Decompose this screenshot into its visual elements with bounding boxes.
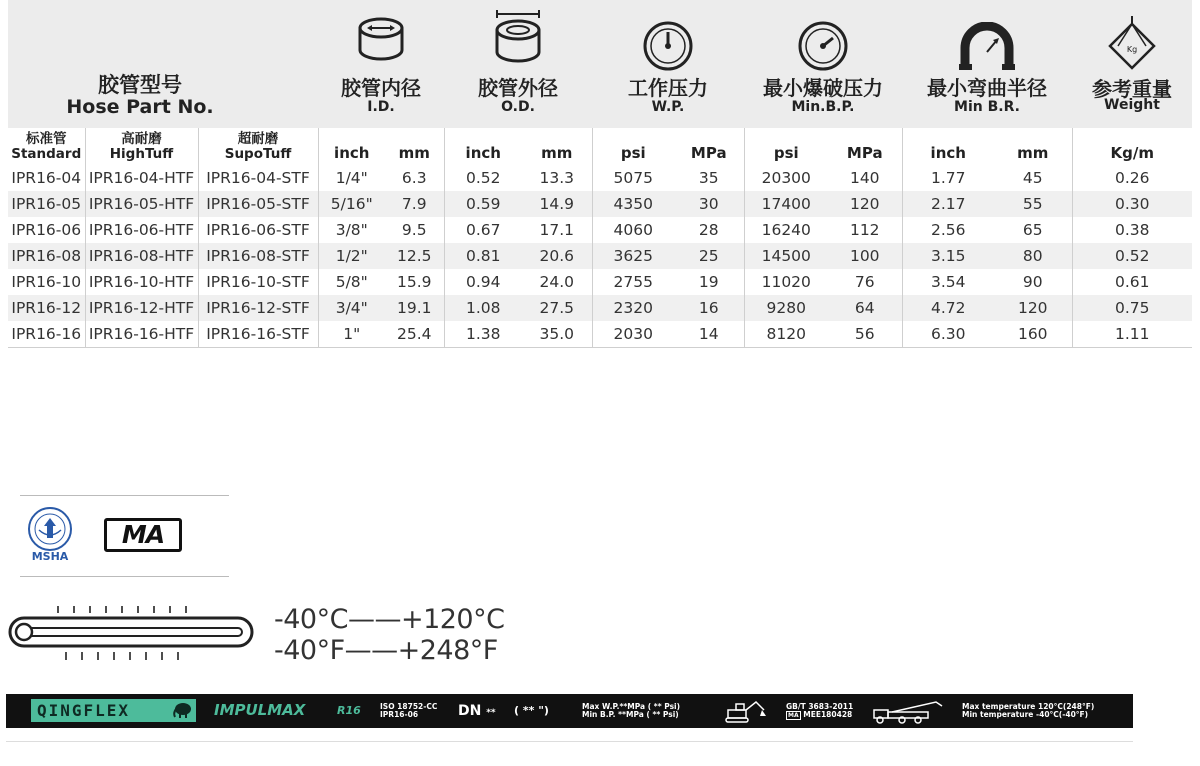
table-cell: IPR16-04 xyxy=(8,165,85,191)
table-cell: 16240 xyxy=(744,217,828,243)
weight-cn: 参考重量 xyxy=(1092,77,1172,101)
table-cell: 25.4 xyxy=(385,321,444,348)
unit-header: inch xyxy=(318,128,385,165)
pressure-gauge-icon xyxy=(642,20,694,76)
table-cell: 5/16" xyxy=(318,191,385,217)
table-cell: 4350 xyxy=(592,191,674,217)
table-cell: IPR16-05-STF xyxy=(198,191,318,217)
table-cell: 6.3 xyxy=(385,165,444,191)
table-cell: 90 xyxy=(994,269,1072,295)
table-row xyxy=(8,295,1192,321)
elephant-icon xyxy=(172,701,192,723)
table-cell: 0.61 xyxy=(1072,269,1192,295)
unit-header: mm xyxy=(385,128,444,165)
table-cell: 3.54 xyxy=(902,269,994,295)
thermometer-icon xyxy=(2,600,254,672)
header-weight xyxy=(1072,0,1192,128)
table-cell: IPR16-16-HTF xyxy=(85,321,198,348)
table-cell: 120 xyxy=(994,295,1072,321)
table-row xyxy=(8,321,1192,348)
unit-header: Kg/m xyxy=(1072,128,1192,165)
table-row xyxy=(8,191,1192,217)
supotuff-cn: 超耐磨 xyxy=(237,131,279,147)
table-cell: IPR16-12-STF xyxy=(198,295,318,321)
table-cell: 20300 xyxy=(744,165,828,191)
part-number-cn: 胶管型号 xyxy=(98,73,182,97)
table-cell: 64 xyxy=(828,295,902,321)
table-cell: 20.6 xyxy=(522,243,592,269)
table-cell: 14500 xyxy=(744,243,828,269)
unit-header: psi xyxy=(744,128,828,165)
table-cell: 1.08 xyxy=(444,295,522,321)
table-cell: IPR16-06 xyxy=(8,217,85,243)
od-en: O.D. xyxy=(501,99,535,115)
unit-header: mm xyxy=(522,128,592,165)
unit-header: inch xyxy=(902,128,994,165)
table-cell: 1" xyxy=(318,321,385,348)
table-cell: IPR16-10-STF xyxy=(198,269,318,295)
table-cell: 45 xyxy=(994,165,1072,191)
unit-header: psi xyxy=(592,128,674,165)
table-cell: IPR16-16-STF xyxy=(198,321,318,348)
table-cell: 14 xyxy=(674,321,744,348)
standard-en: Standard xyxy=(11,146,82,162)
table-cell: 0.52 xyxy=(1072,243,1192,269)
max-temp: Max temperature 120°C(248°F) xyxy=(962,702,1095,711)
hightuff-header xyxy=(85,128,198,165)
table-cell: IPR16-10-HTF xyxy=(85,269,198,295)
table-cell: 2320 xyxy=(592,295,674,321)
table-cell: 1/4" xyxy=(318,165,385,191)
id-ring-icon xyxy=(354,14,408,68)
pressure-label xyxy=(582,703,680,719)
table-cell: 0.26 xyxy=(1072,165,1192,191)
table-row xyxy=(8,269,1192,295)
table-cell: 8120 xyxy=(744,321,828,348)
table-cell: IPR16-06-STF xyxy=(198,217,318,243)
table-cell: 76 xyxy=(828,269,902,295)
bp-cn: 最小爆破压力 xyxy=(763,76,883,100)
table-cell: 30 xyxy=(674,191,744,217)
table-cell: 0.59 xyxy=(444,191,522,217)
table-cell: IPR16-08 xyxy=(8,243,85,269)
dn-stars: ** xyxy=(486,708,496,718)
table-cell: IPR16-05-HTF xyxy=(85,191,198,217)
table-cell: 1.38 xyxy=(444,321,522,348)
wp-en: W.P. xyxy=(651,99,685,115)
table-cell: 120 xyxy=(828,191,902,217)
table-cell: 3.15 xyxy=(902,243,994,269)
gb-text: GB/T 3683-2011 xyxy=(786,702,854,711)
id-en: I.D. xyxy=(367,99,395,115)
type-label: R16 xyxy=(337,704,361,717)
table-cell: 65 xyxy=(994,217,1072,243)
table-cell: 3/4" xyxy=(318,295,385,321)
svg-text:Kg: Kg xyxy=(1126,45,1138,54)
table-cell: 19.1 xyxy=(385,295,444,321)
series-label: IMPULMAX xyxy=(214,701,306,719)
table-cell: 0.94 xyxy=(444,269,522,295)
max-wp: Max W.P.**MPa ( ** Psi) xyxy=(582,702,681,711)
table-cell: 4060 xyxy=(592,217,674,243)
header-id xyxy=(318,0,444,128)
table-cell: 0.38 xyxy=(1072,217,1192,243)
unit-header: MPa xyxy=(674,128,744,165)
bp-en: Min.B.P. xyxy=(791,99,855,115)
table-cell: 2755 xyxy=(592,269,674,295)
table-cell: 55 xyxy=(994,191,1072,217)
gb-label xyxy=(786,703,853,720)
table-cell: 24.0 xyxy=(522,269,592,295)
table-cell: 9.5 xyxy=(385,217,444,243)
min-temp: Min temperature -40°C(-40°F) xyxy=(962,710,1089,719)
qingflex-logo: QINGFLEX xyxy=(31,699,196,722)
wp-cn: 工作压力 xyxy=(628,76,708,100)
table-cell: 0.81 xyxy=(444,243,522,269)
ma-logo xyxy=(104,518,182,552)
header-br xyxy=(902,0,1072,128)
table-cell: 4.72 xyxy=(902,295,994,321)
od-ring-icon xyxy=(488,8,548,70)
weight-icon xyxy=(1106,14,1158,74)
table-cell: 7.9 xyxy=(385,191,444,217)
table-cell: 160 xyxy=(994,321,1072,348)
table-cell: IPR16-08-STF xyxy=(198,243,318,269)
dn-label xyxy=(458,703,496,719)
standard-cn: 标准管 xyxy=(26,131,67,147)
table-cell: 3625 xyxy=(592,243,674,269)
table-cell: IPR16-06-HTF xyxy=(85,217,198,243)
msha-logo xyxy=(22,506,78,566)
table-cell: 56 xyxy=(828,321,902,348)
br-cn: 最小弯曲半径 xyxy=(927,76,1047,100)
table-row xyxy=(8,243,1192,269)
standard-header xyxy=(8,128,85,165)
unit-header: mm xyxy=(994,128,1072,165)
table-cell: 5/8" xyxy=(318,269,385,295)
table-cell: 35 xyxy=(674,165,744,191)
burst-gauge-icon xyxy=(797,20,849,76)
table-cell: 9280 xyxy=(744,295,828,321)
table-cell: 2030 xyxy=(592,321,674,348)
od-cn: 胶管外径 xyxy=(478,76,558,100)
id-cn: 胶管内径 xyxy=(341,76,421,100)
table-cell: 13.3 xyxy=(522,165,592,191)
table-cell: IPR16-10 xyxy=(8,269,85,295)
ma-label: MA xyxy=(121,520,165,549)
table-cell: 5075 xyxy=(592,165,674,191)
pump-truck-icon xyxy=(872,698,944,728)
table-cell: IPR16-04-STF xyxy=(198,165,318,191)
table-cell: 3/8" xyxy=(318,217,385,243)
iso-label xyxy=(380,703,437,719)
table-cell: 112 xyxy=(828,217,902,243)
header-wp xyxy=(592,0,744,128)
temp-label xyxy=(962,703,1094,719)
table-cell: 100 xyxy=(828,243,902,269)
table-cell: 0.52 xyxy=(444,165,522,191)
ma-mark: MA xyxy=(788,712,799,719)
weight-en: Weight xyxy=(1104,97,1160,113)
table-cell: 0.30 xyxy=(1072,191,1192,217)
excavator-icon xyxy=(724,698,768,728)
supotuff-header xyxy=(198,128,318,165)
hightuff-en: HighTuff xyxy=(109,146,174,162)
table-cell: IPR16-12 xyxy=(8,295,85,321)
br-en: Min B.R. xyxy=(954,99,1020,115)
header-bp xyxy=(744,0,902,128)
table-cell: 35.0 xyxy=(522,321,592,348)
table-cell: 2.56 xyxy=(902,217,994,243)
table-cell: IPR16-08-HTF xyxy=(85,243,198,269)
table-cell: 6.30 xyxy=(902,321,994,348)
table-cell: 2.17 xyxy=(902,191,994,217)
table-cell: 0.67 xyxy=(444,217,522,243)
table-row xyxy=(8,165,1192,191)
header-od xyxy=(444,0,592,128)
table-cell: 80 xyxy=(994,243,1072,269)
table-cell: 28 xyxy=(674,217,744,243)
table-cell: 0.75 xyxy=(1072,295,1192,321)
table-cell: 1.11 xyxy=(1072,321,1192,348)
bend-radius-icon xyxy=(959,22,1015,74)
dn-text: DN xyxy=(458,703,482,719)
table-cell: 12.5 xyxy=(385,243,444,269)
inch-label: ( ** ") xyxy=(514,704,549,717)
divider xyxy=(20,495,229,496)
supotuff-en: SupoTuff xyxy=(224,146,292,162)
table-cell: IPR16-05 xyxy=(8,191,85,217)
table-row xyxy=(8,217,1192,243)
units-row xyxy=(8,128,1192,165)
table-cell: 27.5 xyxy=(522,295,592,321)
table-cell: 140 xyxy=(828,165,902,191)
iso-text: ISO 18752-CC xyxy=(380,702,438,711)
temp-celsius: -40°C——+120°C xyxy=(274,604,505,635)
table-cell: 14.9 xyxy=(522,191,592,217)
spec-table xyxy=(8,128,1192,348)
table-cell: IPR16-16 xyxy=(8,321,85,348)
mee-number: MEE180428 xyxy=(803,710,853,719)
msha-label: MSHA xyxy=(31,550,69,563)
part-number-header xyxy=(60,74,220,118)
unit-header: inch xyxy=(444,128,522,165)
part-text: IPR16-06 xyxy=(380,710,419,719)
table-cell: 17400 xyxy=(744,191,828,217)
table-cell: 25 xyxy=(674,243,744,269)
mee-text xyxy=(786,711,853,720)
min-bp: Min B.P. **MPa ( ** Psi) xyxy=(582,710,679,719)
hightuff-cn: 高耐磨 xyxy=(121,131,162,147)
table-cell: 16 xyxy=(674,295,744,321)
divider xyxy=(20,576,229,577)
table-cell: IPR16-12-HTF xyxy=(85,295,198,321)
table-cell: 19 xyxy=(674,269,744,295)
temp-fahrenheit: -40°F——+248°F xyxy=(274,635,498,666)
unit-header: MPa xyxy=(828,128,902,165)
hose-marking-strip xyxy=(6,694,1133,728)
part-number-en: Hose Part No. xyxy=(66,96,214,118)
table-cell: 15.9 xyxy=(385,269,444,295)
table-cell: 17.1 xyxy=(522,217,592,243)
divider xyxy=(6,741,1133,742)
table-cell: IPR16-04-HTF xyxy=(85,165,198,191)
table-cell: 11020 xyxy=(744,269,828,295)
table-cell: 1.77 xyxy=(902,165,994,191)
table-cell: 1/2" xyxy=(318,243,385,269)
